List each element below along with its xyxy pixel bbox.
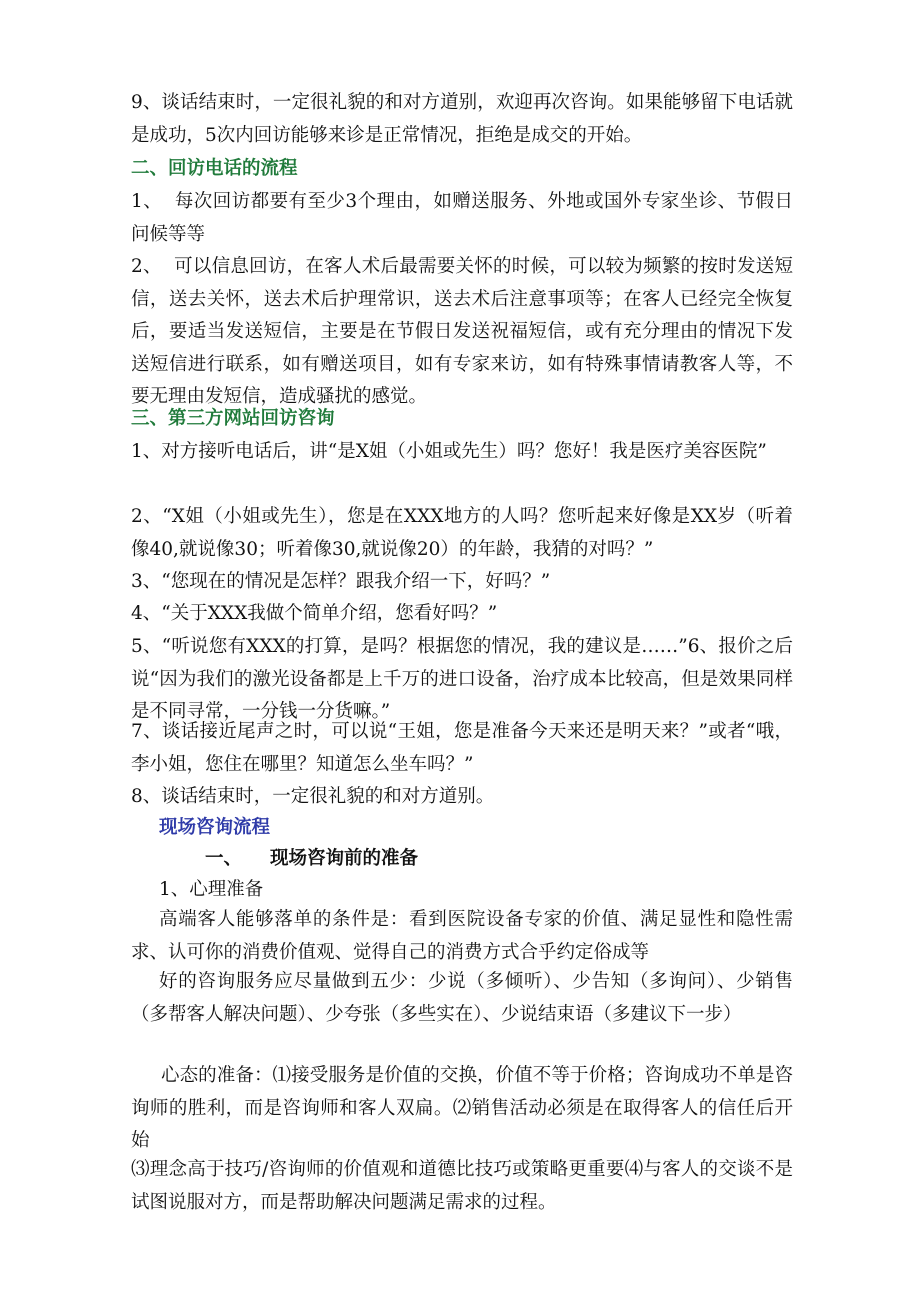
heading-callback-process: 二、回访电话的流程 [131, 158, 298, 179]
heading-preparation-number: 一、 [205, 848, 243, 869]
paragraph-concept: ⑶理念高于技巧/咨询师的价值观和道德比技巧或策略更重要⑷与客人的交谈不是试图说服对方，而是帮助解决问题满足需求的过程。 [131, 1159, 793, 1213]
paragraph-five-less: 好的咨询服务应尽量做到五少：少说（多倾听）、少告知（多询问）、少销售（多帮客人解决问题）、少夸张（多些实在）、少说结束语（多建议下一步） [131, 971, 793, 1025]
paragraph-mental-preparation: 1、心理准备 [159, 879, 264, 900]
paragraph-item-9: 9、谈话结束时，一定很礼貌的和对方道别，欢迎再次咨询。如果能够留下电话就是成功，5次内回访能够来诊是正常情况，拒绝是成交的开始。 [131, 92, 793, 146]
paragraph-third-party-8: 8、谈话结束时，一定很礼貌的和对方道别。 [131, 786, 495, 807]
paragraph-third-party-4: 4、“关于XXX我做个简单介绍，您看好吗？” [131, 603, 498, 624]
paragraph-callback-2: 2、 可以信息回访，在客人术后最需要关怀的时候，可以较为频繁的按时发送短信，送去关怀，送去术后护理常识，送去术后注意事项等；在客人已经完全恢复后，要适当发送短信，主要是在节假日发送祝福短信，或有充分理由的情况下发送短信进行联系，如有赠送项目，如有专家来访，如有特殊事情请教客人等，不要无理由发短信，造成骚扰的感觉。 [131, 256, 793, 408]
heading-preparation: 现场咨询前的准备 [270, 848, 419, 869]
heading-onsite-consultation: 现场咨询流程 [159, 817, 271, 838]
paragraph-high-end-clients: 高端客人能够落单的条件是：看到医院设备专家的价值、满足显性和隐性需求、认可你的消费价值观、觉得自己的消费方式合乎约定俗成等 [131, 909, 793, 963]
paragraph-third-party-5-6: 5、“听说您有XXX的打算，是吗？根据您的情况，我的建议是……”6、报价之后说“因为我们的激光设备都是上千万的进口设备，治疗成本比较高，但是效果同样是不同寻常，一分钱一分货嘛。” [131, 636, 793, 723]
paragraph-third-party-3: 3、“您现在的情况是怎样？跟我介绍一下，好吗？” [131, 571, 551, 592]
paragraph-third-party-1: 1、对方接听电话后，讲“是X姐（小姐或先生）吗？您好！我是医疗美容医院” [131, 441, 767, 462]
paragraph-third-party-7: 7、谈话接近尾声之时，可以说“王姐，您是准备今天来还是明天来？”或者“哦，李小姐，您住在哪里？知道怎么坐车吗？” [131, 721, 793, 775]
paragraph-mindset: 心态的准备：⑴接受服务是价值的交换，价值不等于价格；咨询成功不单是咨询师的胜利，而是咨询师和客人双扁。⑵销售活动必须是在取得客人的信任后开始 [131, 1065, 793, 1152]
heading-third-party-callback: 三、第三方网站回访咨询 [131, 408, 335, 429]
paragraph-callback-1: 1、 每次回访都要有至少3个理由，如赠送服务、外地或国外专家坐诊、节假日问候等等 [131, 191, 793, 245]
paragraph-third-party-2: 2、“X姐（小姐或先生），您是在XXX地方的人吗？您听起来好像是XX岁（听着像40,就说像30；听着像30,就说像20）的年龄，我猜的对吗？” [131, 506, 793, 560]
